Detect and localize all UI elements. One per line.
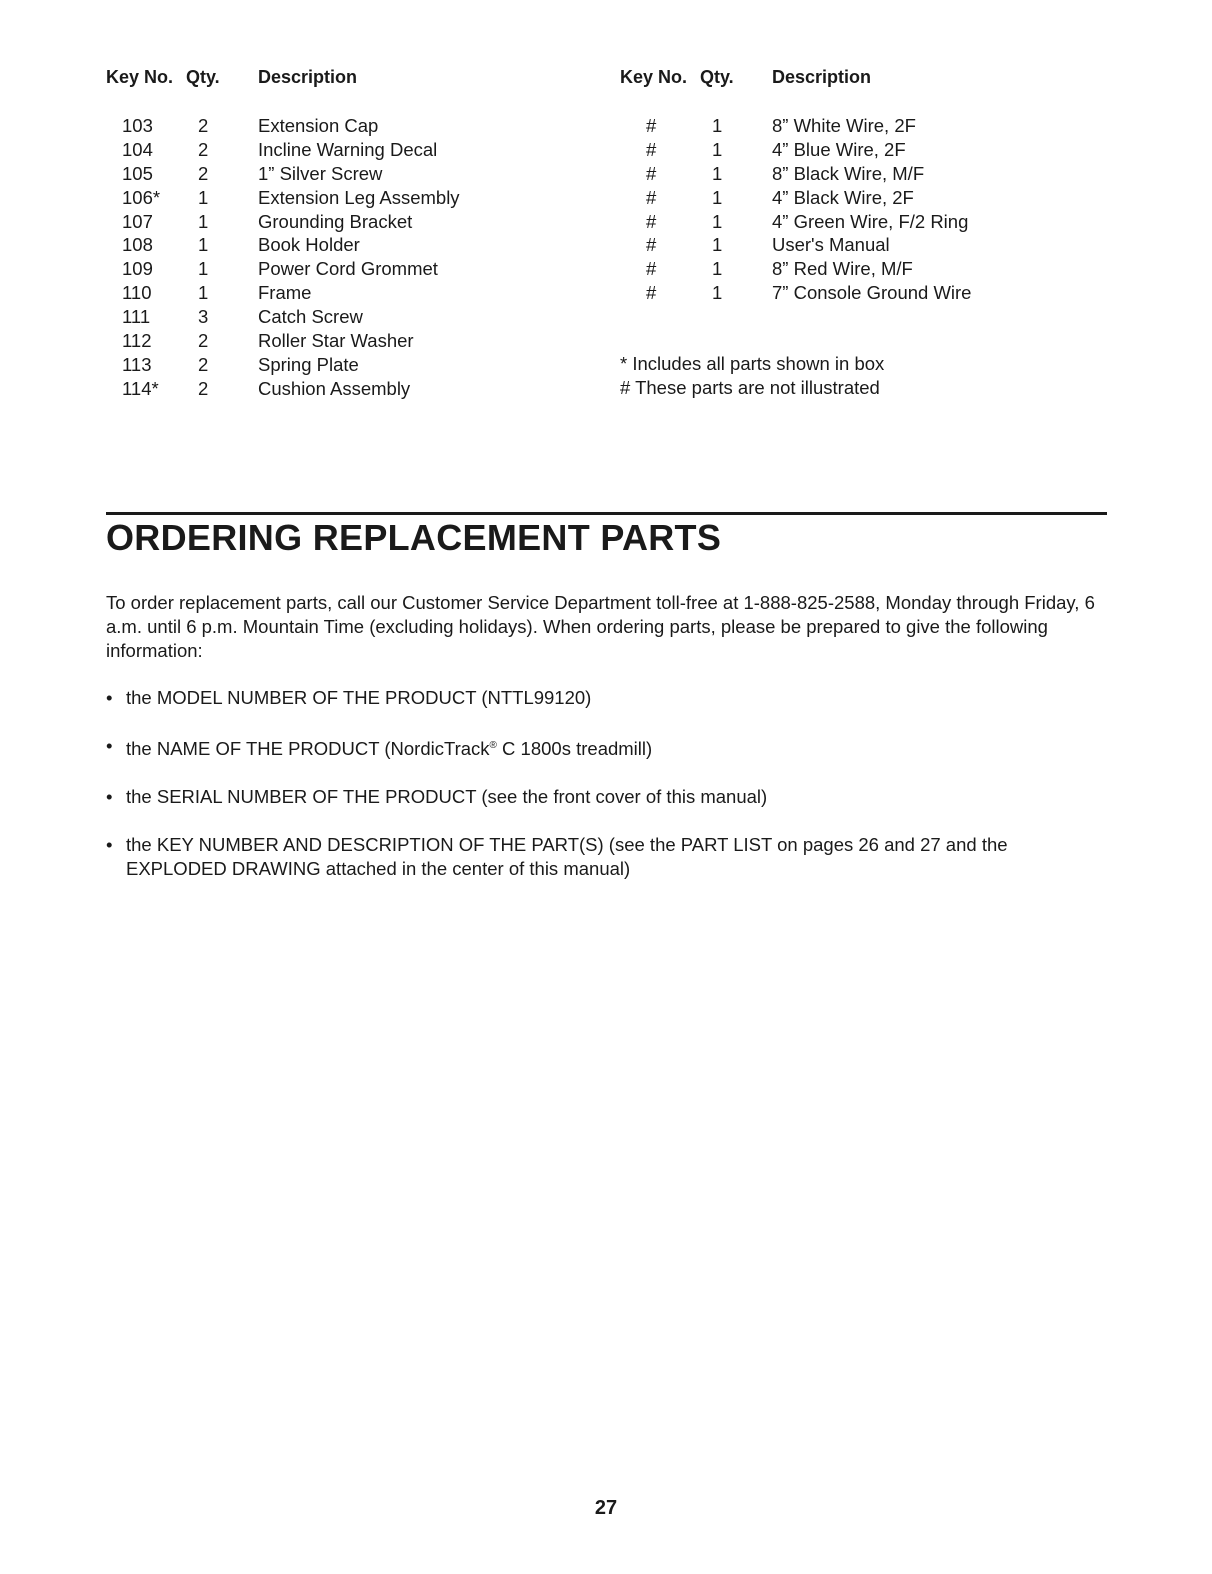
bullet: •: [106, 786, 113, 808]
qty: 3: [198, 306, 209, 328]
product-name-item: [126, 738, 652, 759]
description: Power Cord Grommet: [258, 258, 438, 280]
key-no: 104: [122, 138, 153, 160]
qty: 1: [712, 138, 723, 160]
key-no: 108: [122, 234, 153, 256]
table-row: [620, 281, 1100, 305]
description: 4” Green Wire, F/2 Ring: [772, 210, 969, 232]
key-no: #: [646, 138, 657, 160]
list-item: [106, 686, 1106, 710]
table-row: [106, 305, 586, 329]
table-row: [106, 353, 586, 377]
table-row: [106, 138, 586, 162]
key-no: 111: [122, 306, 151, 328]
table-row: [620, 210, 1100, 234]
qty: 1: [712, 282, 723, 304]
key-no: 112: [122, 330, 152, 352]
key-no: #: [646, 282, 657, 304]
key-no: 113: [122, 353, 152, 375]
qty: 2: [198, 138, 209, 160]
description: Spring Plate: [258, 353, 359, 375]
key-no: #: [646, 186, 657, 208]
qty: 1: [198, 258, 209, 280]
table-row: [620, 233, 1100, 257]
description: Frame: [258, 282, 312, 304]
table-row: [620, 186, 1100, 210]
page-number: 27: [594, 1497, 618, 1519]
qty: 2: [198, 377, 209, 399]
parts-list-header: [106, 64, 586, 90]
header-qty: Qty.: [700, 66, 734, 87]
section-title: ORDERING REPLACEMENT PARTS: [106, 517, 722, 558]
required-info-list: [106, 686, 1106, 905]
table-row: [620, 257, 1100, 281]
parts-list-header: [620, 64, 1100, 90]
list-item: [106, 785, 1106, 809]
product-name-prefix: the NAME OF THE PRODUCT (NordicTrack: [126, 738, 490, 760]
qty: 2: [198, 162, 209, 184]
key-no: #: [646, 162, 657, 184]
header-description: Description: [258, 66, 358, 87]
model-number-item: the MODEL NUMBER OF THE PRODUCT (NTTL99120): [126, 687, 592, 708]
serial-number-item: the SERIAL NUMBER OF THE PRODUCT (see the front cover of this manual): [126, 786, 768, 808]
qty: 1: [712, 210, 723, 232]
table-row: [106, 329, 586, 353]
bullet: •: [106, 834, 113, 856]
key-no: 109: [122, 258, 153, 280]
table-row: [106, 233, 586, 257]
section-divider: [106, 512, 1107, 515]
qty: 1: [712, 234, 723, 256]
product-name-suffix: C 1800s treadmill): [496, 738, 653, 760]
bullet: •: [106, 735, 113, 756]
header-key-no: Key No.: [620, 66, 688, 87]
description: Cushion Assembly: [258, 377, 411, 399]
list-item: [106, 734, 1106, 761]
qty: 1: [198, 282, 209, 304]
table-row: [106, 114, 586, 138]
table-row: [620, 162, 1100, 186]
parts-rows: [620, 114, 1100, 305]
qty: 1: [712, 186, 723, 208]
qty: 2: [198, 115, 209, 136]
key-no: 105: [122, 162, 153, 184]
table-row: [106, 281, 586, 305]
description: 4” Black Wire, 2F: [772, 186, 914, 208]
key-no: #: [646, 258, 657, 280]
table-row: [106, 257, 586, 281]
key-no: 103: [122, 115, 153, 136]
table-row: [106, 162, 586, 186]
description: User's Manual: [772, 234, 890, 256]
description: Catch Screw: [258, 306, 363, 328]
key-no: #: [646, 115, 657, 136]
table-row: [620, 138, 1100, 162]
table-row: [620, 114, 1100, 138]
description: Extension Cap: [258, 115, 379, 136]
qty: 1: [712, 162, 723, 184]
key-no: #: [646, 210, 657, 232]
description: Book Holder: [258, 234, 360, 256]
description: 4” Blue Wire, 2F: [772, 138, 906, 160]
parts-list-left: [106, 64, 586, 401]
table-row: [106, 186, 586, 210]
key-no: 110: [122, 282, 152, 304]
table-row: [106, 210, 586, 234]
description: 8” Black Wire, M/F: [772, 162, 925, 184]
parts-list-right: [620, 64, 1100, 305]
header-description: Description: [772, 66, 872, 87]
description: 8” White Wire, 2F: [772, 115, 916, 136]
key-no: 106*: [122, 186, 161, 208]
ordering-intro: To order replacement parts, call our Customer Service Department toll-free at 1-888-825-2588, Monday through Friday, 6 a.m. until 6 p.m. Mountain Time (excluding holidays). When ordering parts, please be prepared to give the following information:: [106, 592, 1095, 661]
parts-rows: [106, 114, 586, 401]
header-key-no: Key No.: [106, 66, 174, 87]
qty: 1: [198, 234, 209, 256]
qty: 2: [198, 330, 209, 352]
note-hash: # These parts are not illustrated: [620, 377, 880, 398]
registered-mark: ®: [489, 740, 497, 751]
qty: 2: [198, 353, 209, 375]
description: Incline Warning Decal: [258, 138, 438, 160]
list-item: [106, 833, 1106, 881]
description: Roller Star Washer: [258, 330, 414, 352]
qty: 1: [712, 258, 723, 280]
key-no: 107: [122, 210, 153, 232]
description: 7” Console Ground Wire: [772, 282, 972, 304]
description: Extension Leg Assembly: [258, 186, 460, 208]
description: 8” Red Wire, M/F: [772, 258, 913, 280]
table-row: [106, 377, 586, 401]
bullet: •: [106, 687, 113, 708]
key-number-item: the KEY NUMBER AND DESCRIPTION OF THE PART(S) (see the PART LIST on pages 26 and 27 and the EXPLODED DRAWING attached in the center of this manual): [126, 834, 1008, 880]
key-no: #: [646, 234, 657, 256]
key-no: 114*: [122, 377, 159, 399]
header-qty: Qty.: [186, 66, 220, 87]
description: Grounding Bracket: [258, 210, 413, 232]
qty: 1: [198, 210, 209, 232]
description: 1” Silver Screw: [258, 162, 383, 184]
note-asterisk: * Includes all parts shown in box: [620, 353, 885, 374]
qty: 1: [712, 115, 723, 136]
qty: 1: [198, 186, 209, 208]
parts-notes: [620, 352, 884, 400]
